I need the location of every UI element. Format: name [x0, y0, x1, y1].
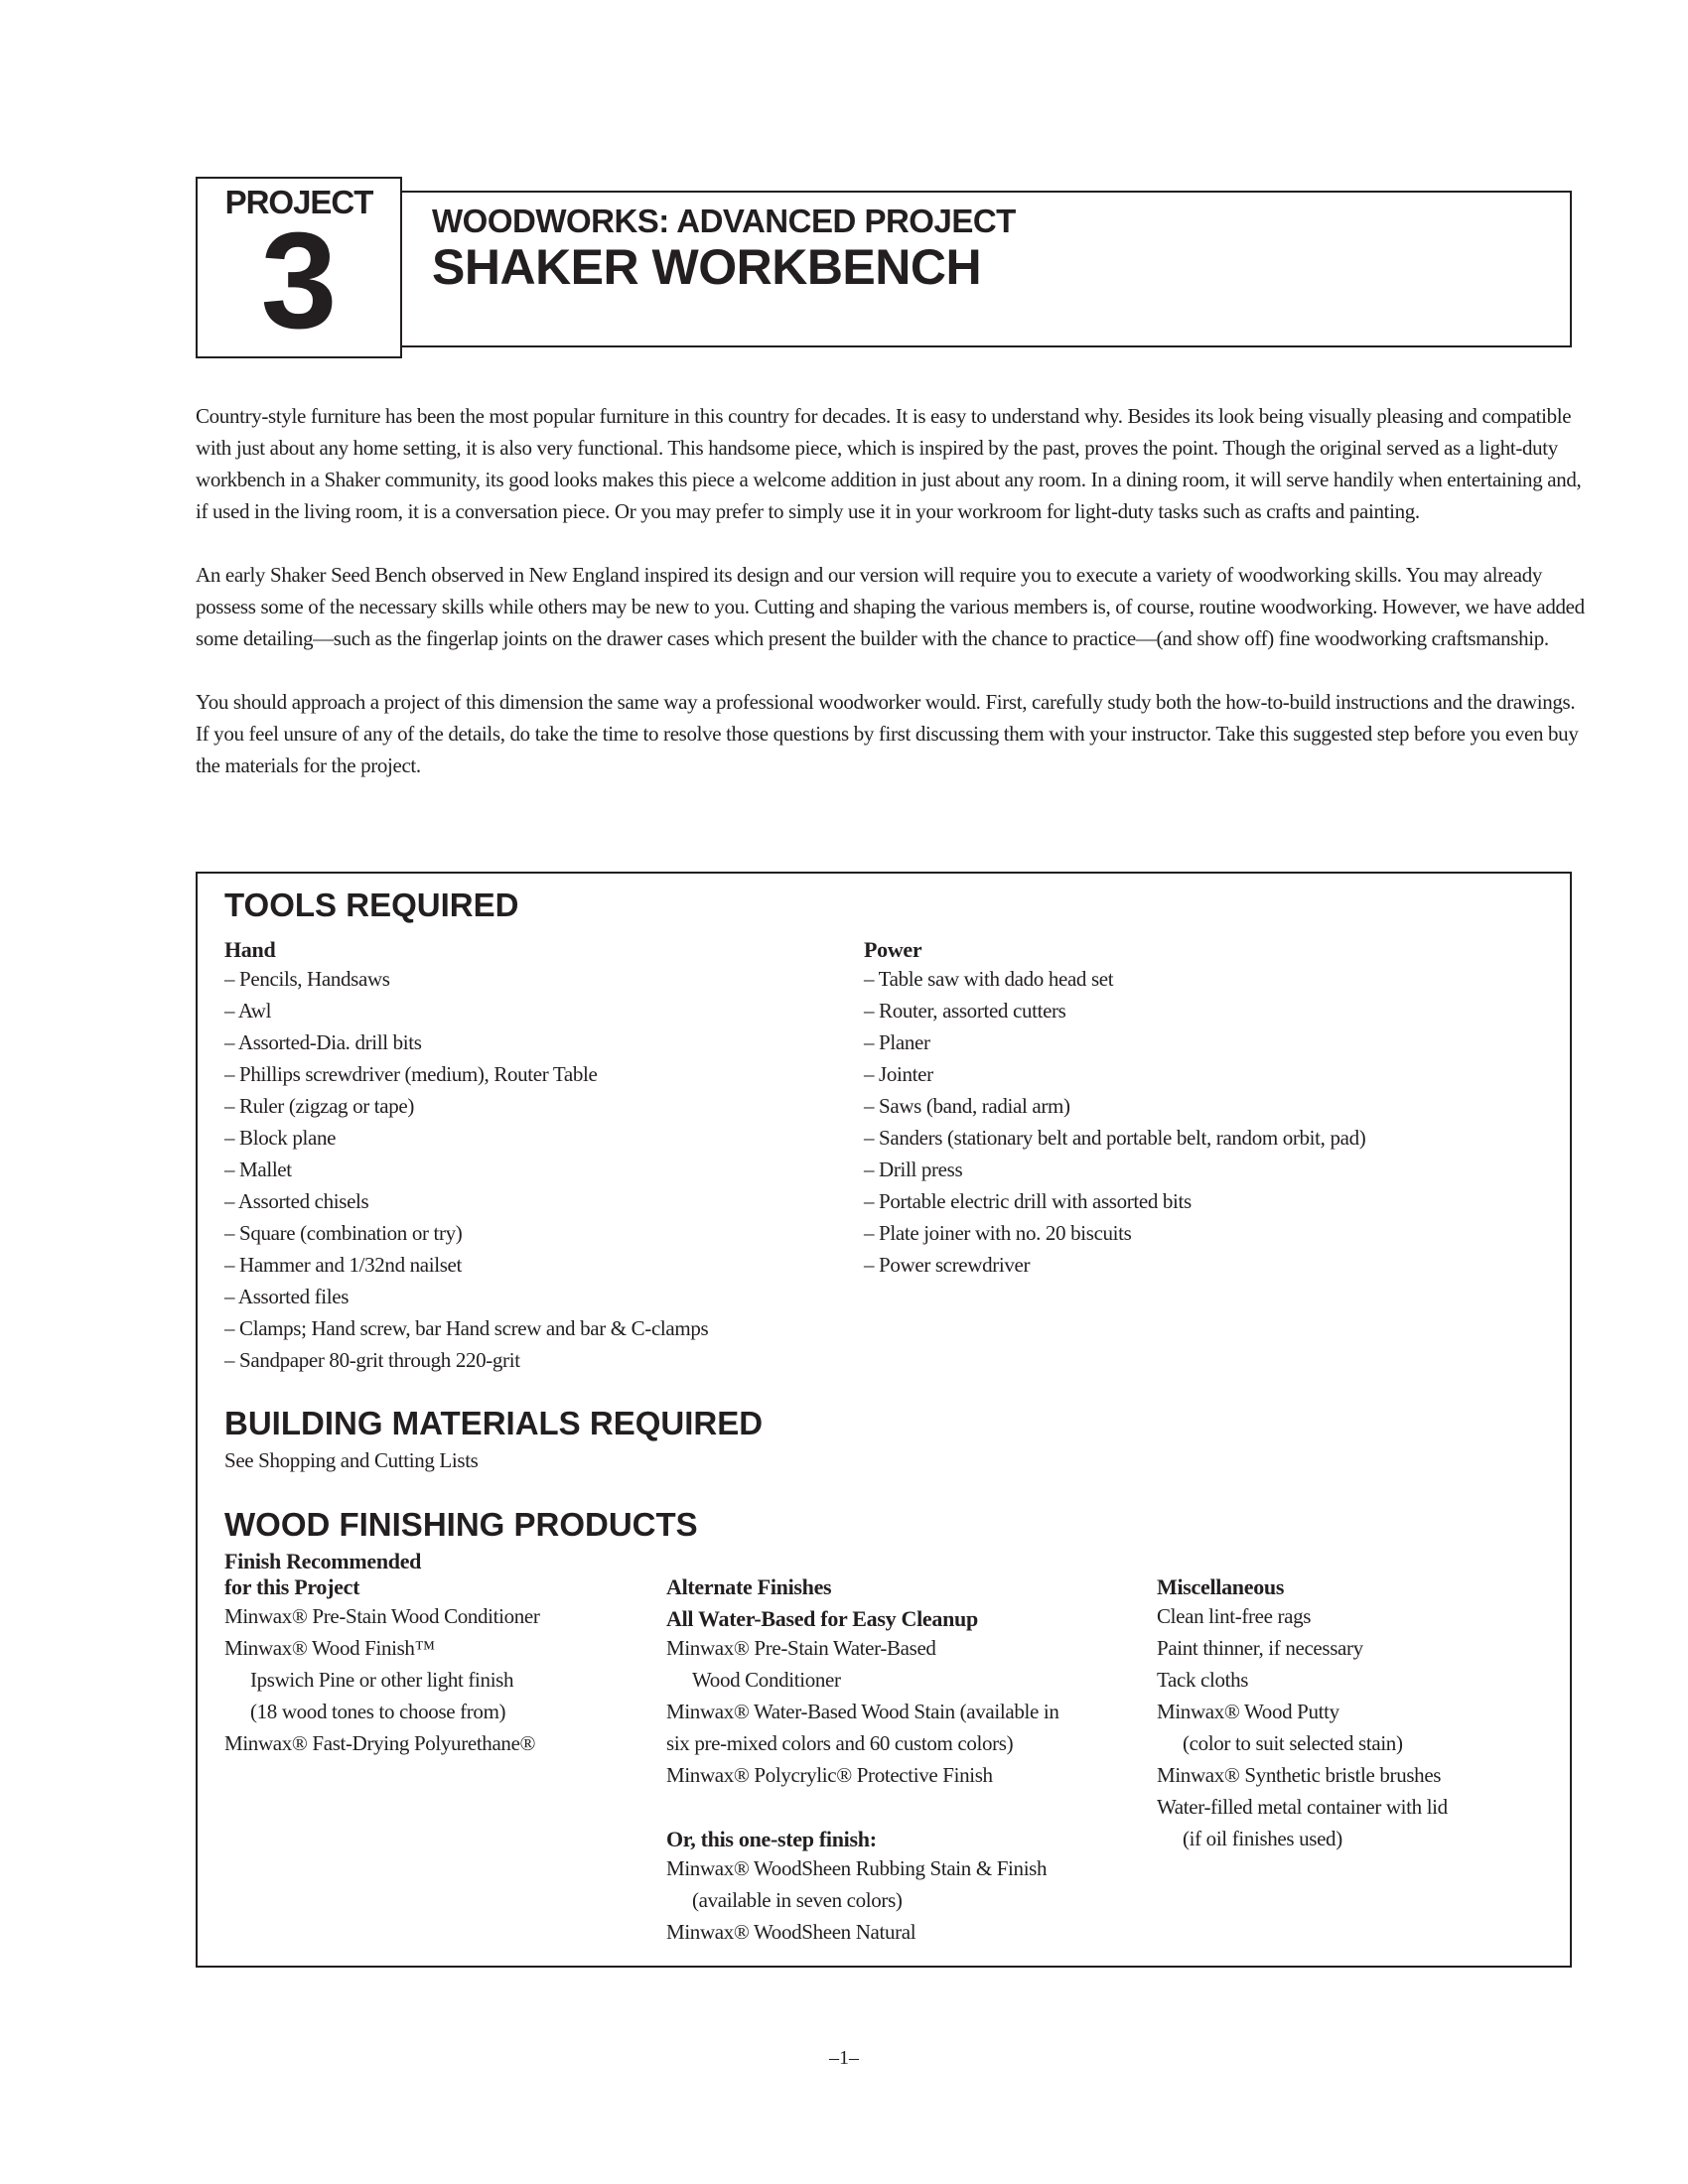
list-item: – Jointer [864, 1062, 933, 1086]
list-item: Minwax® WoodSheen Natural [666, 1920, 916, 1944]
list-item: – Assorted chisels [224, 1189, 369, 1213]
col2-label: Alternate Finishes [666, 1574, 832, 1599]
list-item: Ipswich Pine or other light finish [250, 1668, 514, 1692]
list-item: – Drill press [864, 1158, 963, 1181]
list-item: Minwax® Pre-Stain Water-Based [666, 1636, 936, 1660]
list-item: Minwax® Water-Based Wood Stain (available in [666, 1700, 1059, 1723]
col1-list [224, 1600, 540, 1759]
list-item: – Awl [224, 999, 272, 1023]
title-box [402, 191, 1572, 347]
list-item: Minwax® Wood Putty [1157, 1700, 1339, 1723]
list-item: – Clamps; Hand screw, bar Hand screw and bar & C-clamps [224, 1316, 709, 1340]
hand-label: Hand [224, 937, 276, 962]
list-item: (color to suit selected stain) [1183, 1731, 1403, 1755]
list-item: – Ruler (zigzag or tape) [224, 1094, 415, 1118]
hand-tools-list [224, 963, 708, 1376]
list-item: – Power screwdriver [864, 1253, 1031, 1277]
tools-heading: TOOLS REQUIRED [224, 887, 519, 923]
list-item: – Mallet [224, 1158, 292, 1181]
list-item: (if oil finishes used) [1183, 1827, 1342, 1850]
list-item: Minwax® Pre-Stain Wood Conditioner [224, 1604, 540, 1628]
list-item: – Assorted-Dia. drill bits [224, 1030, 422, 1054]
list-item: Water-filled metal container with lid [1157, 1795, 1448, 1819]
hand-tools [224, 937, 708, 1376]
col3-list [1157, 1600, 1448, 1854]
col3-label: Miscellaneous [1157, 1574, 1285, 1599]
list-item: Tack cloths [1157, 1668, 1249, 1692]
list-item: Wood Conditioner [692, 1668, 841, 1692]
page-number: –1– [829, 2047, 859, 2069]
list-item: (available in seven colors) [692, 1888, 903, 1912]
intro-text [196, 400, 1586, 813]
list-item: – Hammer and 1/32nd nailset [224, 1253, 462, 1277]
list-item: six pre-mixed colors and 60 custom colors) [666, 1731, 1014, 1755]
col1-label: Finish Recommended [224, 1549, 422, 1573]
list-item: – Portable electric drill with assorted bits [864, 1189, 1192, 1213]
materials-text: See Shopping and Cutting Lists [224, 1448, 479, 1472]
one-step-list [666, 1852, 1058, 1948]
list-item: – Square (combination or try) [224, 1221, 463, 1245]
list-item: – Phillips screwdriver (medium), Router Table [224, 1062, 598, 1086]
intro-paragraph: Country-style furniture has been the most popular furniture in this country for decades. It is easy to understand why. Besides its look being visually pleasing and compatible with just about any home setting, it is also very functional. This handsome piece, which is inspired by the past, proves the point. Though the original served as a light-duty workbench in a Shaker community, its good looks makes this piece a welcome addition in just about any room. In a dining room, it will serve handily when entertaining and, if used in the living room, it is a conversation piece. Or you may prefer to simply use it in your workroom for light-duty tasks such as crafts and painting. [196, 404, 1582, 523]
intro-paragraph: An early Shaker Seed Bench observed in New England inspired its design and our version will require you to execute a variety of woodworking skills. You may already possess some of the necessary skills while others may be new to you. Cutting and shaping the various members is, of course, routine woodworking. However, we have added some detailing—such as the fingerlap joints on the drawer cases which present the builder with the chance to practice—(and show off) fine woodworking craftsmanship. [196, 563, 1585, 650]
page-title: SHAKER WORKBENCH [432, 239, 982, 295]
list-item: (18 wood tones to choose from) [250, 1700, 506, 1723]
project-number: 3 [260, 205, 338, 357]
col2-list [666, 1632, 1058, 1791]
intro-paragraph: You should approach a project of this dimension the same way a professional woodworker would. First, carefully study both the how-to-build instructions and the drawings. If you feel unsure of any of the details, do take the time to resolve those questions by first discussing them with your instructor. Take this suggested step before you even buy the materials for the project. [196, 690, 1579, 777]
list-item: Minwax® Wood Finish™ [224, 1636, 435, 1660]
materials-heading: BUILDING MATERIALS REQUIRED [224, 1405, 764, 1441]
alternate-finishes [666, 1574, 1058, 1948]
finish-recommended [224, 1549, 540, 1759]
page-subtitle: WOODWORKS: ADVANCED PROJECT [432, 203, 1016, 239]
list-item: Clean lint-free rags [1157, 1604, 1312, 1628]
list-item: Minwax® WoodSheen Rubbing Stain & Finish [666, 1856, 1048, 1880]
col1-label: for this Project [224, 1574, 360, 1599]
list-item: Minwax® Fast-Drying Polyurethane® [224, 1731, 536, 1755]
list-item: – Saws (band, radial arm) [864, 1094, 1070, 1118]
list-item: – Assorted files [224, 1285, 350, 1308]
finishing-heading: WOOD FINISHING PRODUCTS [224, 1506, 698, 1543]
one-step-label: Or, this one-step finish: [666, 1827, 877, 1851]
list-item: – Sanders (stationary belt and portable belt, random orbit, pad) [864, 1126, 1366, 1150]
list-item: – Plate joiner with no. 20 biscuits [864, 1221, 1132, 1245]
list-item: Minwax® Polycrylic® Protective Finish [666, 1763, 993, 1787]
list-item: Paint thinner, if necessary [1157, 1636, 1363, 1660]
list-item: Minwax® Synthetic bristle brushes [1157, 1763, 1442, 1787]
list-item: – Block plane [224, 1126, 337, 1150]
miscellaneous [1157, 1574, 1448, 1854]
power-label: Power [864, 937, 922, 962]
list-item: – Planer [864, 1030, 930, 1054]
power-tools [864, 937, 1365, 1281]
project-number-box [196, 177, 402, 358]
list-item: – Sandpaper 80-grit through 220-grit [224, 1348, 520, 1372]
list-item: – Table saw with dado head set [864, 967, 1114, 991]
col2-sublabel: All Water-Based for Easy Cleanup [666, 1606, 978, 1631]
power-tools-list [864, 963, 1365, 1281]
project-label: PROJECT [224, 184, 373, 220]
list-item: – Pencils, Handsaws [224, 967, 390, 991]
list-item: – Router, assorted cutters [864, 999, 1066, 1023]
